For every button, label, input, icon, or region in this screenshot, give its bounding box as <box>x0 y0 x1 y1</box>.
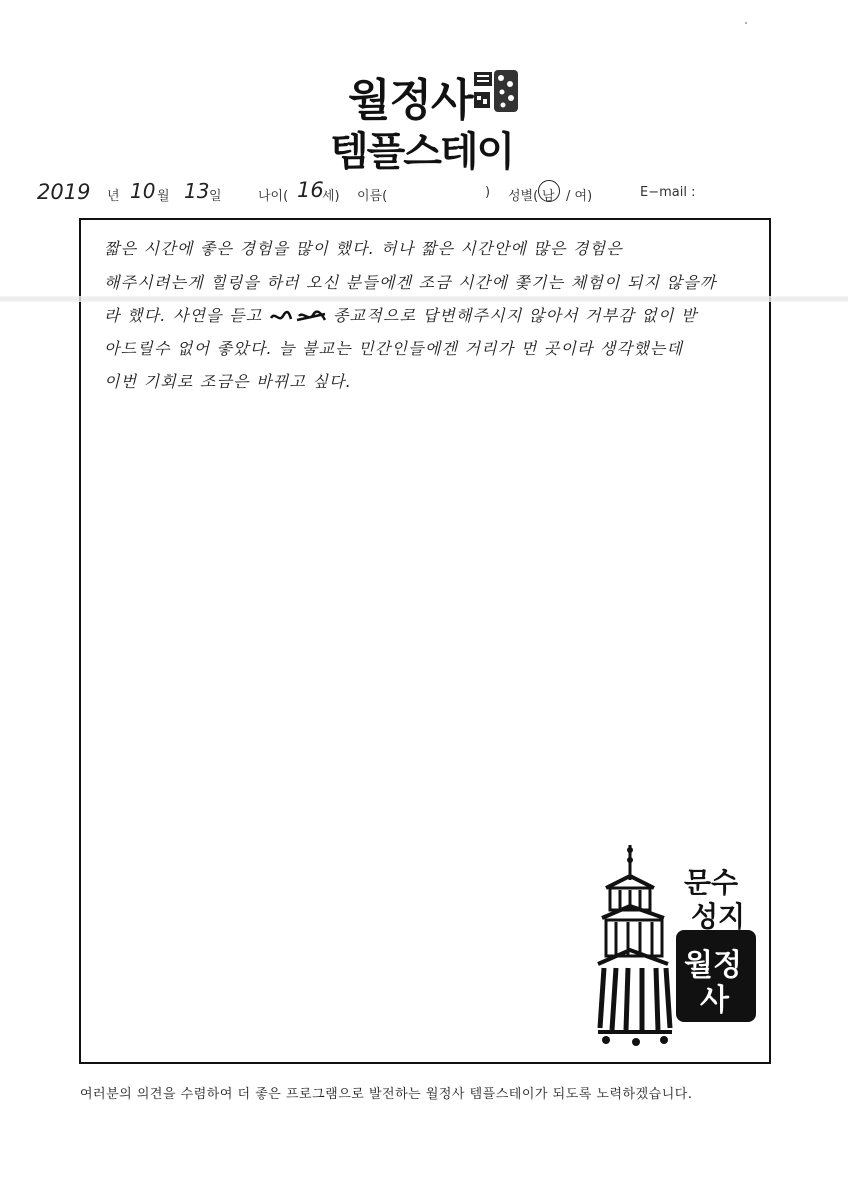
day-label: 일 <box>209 189 222 204</box>
scan-speck <box>745 22 747 24</box>
comment-line-1: 짧은 시간에 좋은 경험을 많이 했다. 허나 짧은 시간안에 많은 경험은 <box>104 239 623 258</box>
comment-line-3-tail: 종교적으로 답변해주시지 않아서 거부감 없이 받 <box>333 306 698 325</box>
comment-line-4: 아드릴수 없어 좋았다. 늘 불교는 민간인들에겐 거리가 먼 곳이라 생각했는데 <box>104 339 684 358</box>
stamp-text-seongji: 성지 <box>691 900 746 933</box>
stamp-text-sa: 사 <box>700 983 729 1018</box>
month-label: 월 <box>157 189 170 204</box>
gender-female: / 여) <box>566 189 593 204</box>
age-value: 16 <box>297 178 324 202</box>
title-wooljeongsa: 월정사 <box>348 75 473 126</box>
title-templestay: 템플스테이 <box>330 129 514 175</box>
name-label-open: 이름( <box>357 189 388 204</box>
email-label: E−mail : <box>640 185 696 200</box>
stamp-text-munsu: 문수 <box>684 866 739 899</box>
day-value: 13 <box>184 179 210 203</box>
scan-artifact <box>0 296 848 302</box>
comment-line-3-head: 라 했다. 사연을 듣고 <box>104 306 263 325</box>
age-label-open: 나이( <box>258 189 289 204</box>
comment-line-3 <box>104 303 698 326</box>
comment-line-2: 해주시려는게 힐링을 하러 오신 분들에겐 조금 시간에 쫓기는 체험이 되지 않을까 <box>104 273 717 292</box>
name-label-close: ) <box>485 185 491 200</box>
title-block <box>330 62 550 175</box>
year-value: 2019 <box>37 180 91 204</box>
gender-male: 남 <box>542 189 555 204</box>
footer-note: 여러분의 의견을 수렴하여 더 좋은 프로그램으로 발전하는 월정사 템플스테이가 되도록 노력하겠습니다. <box>80 1087 693 1102</box>
stamp-text-wooljeong: 월정 <box>684 948 742 983</box>
comment-line-5: 이번 기회로 조금은 바뀌고 싶다. <box>104 372 352 391</box>
age-label-close: 세) <box>322 189 340 204</box>
gender-label: 성별( <box>508 189 539 204</box>
munsu-seongji-pagoda-stamp-icon <box>596 840 766 1050</box>
month-value: 10 <box>130 179 156 203</box>
title-seal-icon <box>472 68 520 114</box>
year-label: 년 <box>107 189 120 204</box>
crossed-out-scribble-icon <box>269 310 327 324</box>
